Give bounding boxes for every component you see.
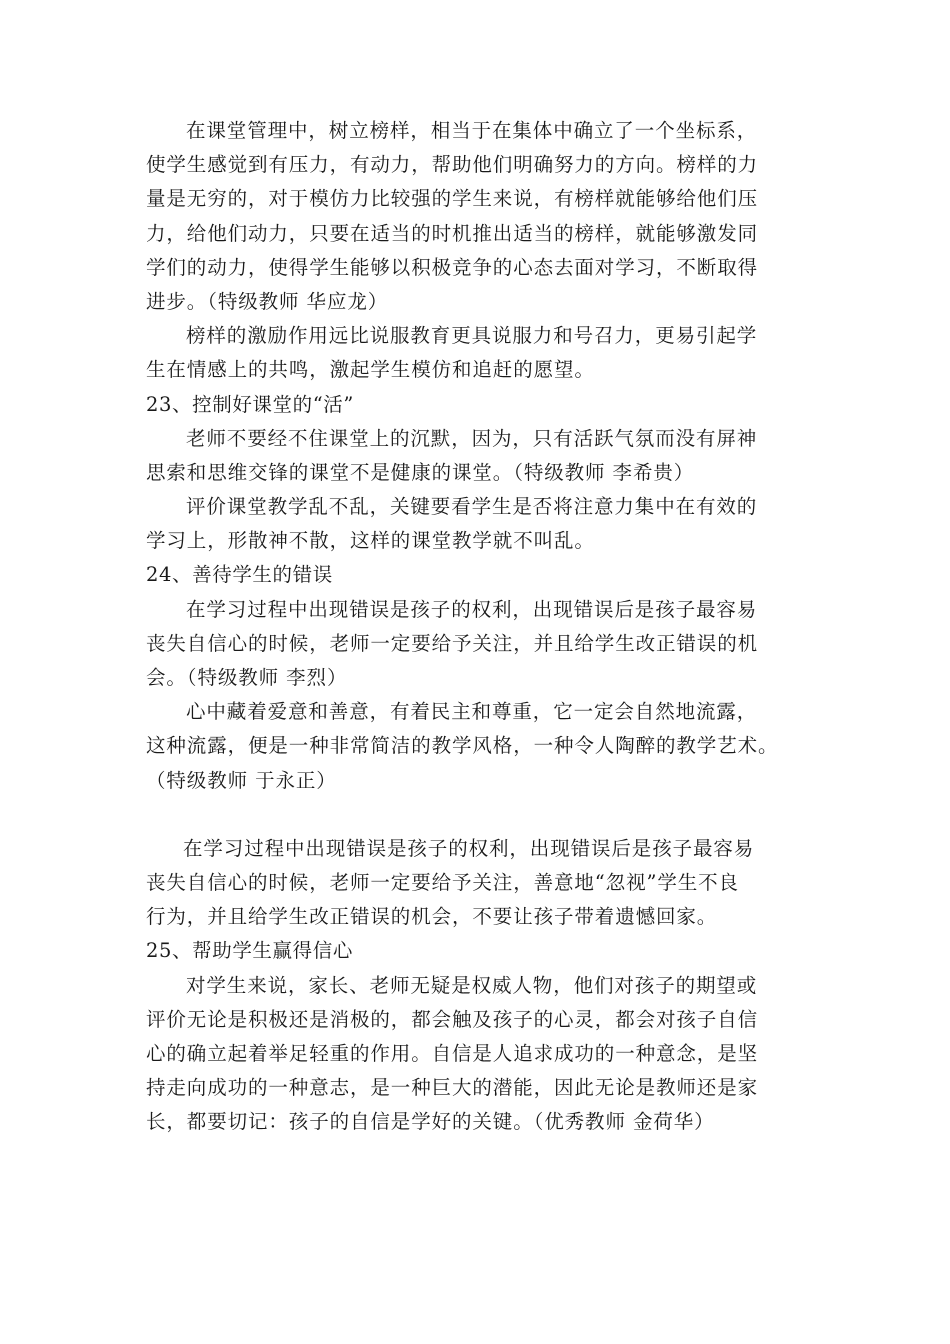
paragraph-line: 对学生来说，家长、老师无疑是权威人物，他们对孩子的期望或 — [186, 973, 758, 997]
paragraph-line: 学习上，形散神不散，这样的课堂教学就不叫乱。 — [146, 529, 595, 553]
document-body — [146, 114, 821, 1139]
paragraph-line: 学们的动力，使得学生能够以积极竞争的心态去面对学习，不断取得 — [146, 255, 759, 279]
paragraph-line: 使学生感觉到有压力，有动力，帮助他们明确努力的方向。榜样的力 — [146, 153, 759, 177]
paragraph-line: 进步。（特级教师 华应龙） — [146, 289, 389, 313]
paragraph-line: 行为，并且给学生改正错误的机会，不要让孩子带着遗憾回家。 — [146, 905, 718, 929]
section-heading-24: 24、善待学生的错误 — [146, 563, 333, 587]
paragraph-line: 评价无论是积极还是消极的，都会触及孩子的心灵，都会对孩子自信 — [146, 1007, 759, 1031]
paragraph-line: 老师不要经不住课堂上的沉默，因为，只有活跃气氛而没有屏神 — [186, 426, 758, 450]
paragraph-line: 在学习过程中出现错误是孩子的权利，出现错误后是孩子最容易 — [186, 597, 758, 621]
paragraph-line: 心中藏着爱意和善意，有着民主和尊重，它一定会自然地流露， — [186, 700, 758, 724]
paragraph-line: 这种流露，便是一种非常简洁的教学风格，一种令人陶醉的教学艺术。 — [146, 734, 779, 758]
paragraph-line: 丧失自信心的时候，老师一定要给予关注，并且给学生改正错误的机 — [146, 631, 759, 655]
paragraph-line: 思索和思维交锋的课堂不是健康的课堂。（特级教师 李希贵） — [146, 460, 695, 484]
paragraph-line: 力，给他们动力，只要在适当的时机推出适当的榜样，就能够激发同 — [146, 221, 759, 245]
paragraph-line: （特级教师 于永正） — [146, 768, 337, 792]
section-heading-25: 25、帮助学生赢得信心 — [146, 939, 353, 963]
paragraph-line: 评价课堂教学乱不乱，关键要看学生是否将注意力集中在有效的 — [186, 495, 758, 519]
paragraph-gap — [146, 798, 821, 832]
paragraph-line: 在学习过程中出现错误是孩子的权利，出现错误后是孩子最容易 — [183, 836, 755, 860]
paragraph-line: 生在情感上的共鸣，激起学生模仿和追赶的愿望。 — [146, 358, 595, 382]
paragraph-line: 榜样的激励作用远比说服教育更具说服力和号召力，更易引起学 — [186, 324, 758, 348]
paragraph-line: 在课堂管理中，树立榜样，相当于在集体中确立了一个坐标系， — [186, 119, 758, 142]
paragraph-line: 心的确立起着举足轻重的作用。自信是人追求成功的一种意念，是坚 — [146, 1041, 759, 1065]
section-heading-23: 23、控制好课堂的“活” — [146, 392, 354, 416]
paragraph-line: 长，都要切记：孩子的自信是学好的关键。（优秀教师 金荷华） — [146, 1110, 715, 1134]
paragraph-line: 丧失自信心的时候，老师一定要给予关注，善意地“忽视”学生不良 — [146, 870, 739, 894]
paragraph-line: 量是无穷的，对于模仿力比较强的学生来说，有榜样就能够给他们压 — [146, 187, 759, 211]
paragraph-line: 持走向成功的一种意志，是一种巨大的潜能，因此无论是教师还是家 — [146, 1076, 759, 1100]
paragraph-line: 会。（特级教师 李烈） — [146, 666, 348, 689]
